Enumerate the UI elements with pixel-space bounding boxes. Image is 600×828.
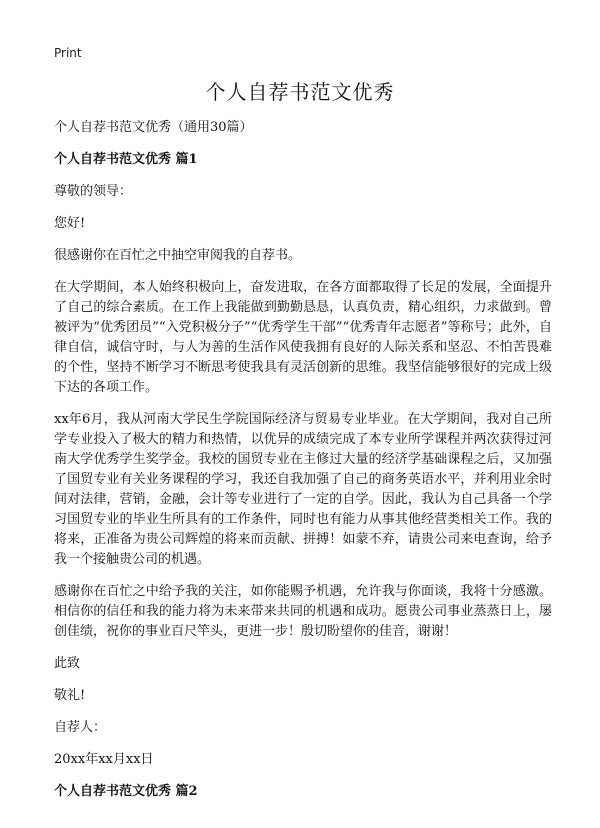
paragraph-2: 在大学期间，本人始终积极向上，奋发进取，在各方面都取得了长足的发展，全面提升了自己的综合素质。在工作上我能做到勤勤恳恳，认真负责，精心组织，力求做到。曾被评为“优秀团员”“入党积极分子”“优秀学生干部”“优秀青年志愿者”等称号；此外，自律自信，诚信守时，与人为善的生活作风使我拥有良好的人际关系和坚忍、不怕苦畏难的个性，坚持不断学习不断思考使我具有灵活创新的思维。我坚信能够很好的完成上级下达的各项工作。 — [54, 280, 552, 395]
closing-line-2: 敬礼! — [54, 688, 86, 703]
paragraph-4: 感谢你在百忙之中给予我的关注，如你能赐予机遇，允许我与你面谈，我将十分感激。相信你的信任和我的能力将为未来带来共同的机遇和成功。愿贵公司事业蒸蒸日上，屡创佳绩，祝你的事业百尺竿头，更进一步！殷切盼望你的佳音，谢谢！ — [54, 584, 552, 639]
page-title: 个人自荐书范文优秀 — [205, 80, 395, 104]
section-heading-1: 个人自荐书范文优秀 篇1 — [54, 152, 198, 167]
signer-line: 自荐人： — [54, 720, 107, 735]
paragraph-1: 很感谢你在百忙之中抽空审阅我的自荐书。 — [54, 248, 302, 263]
print-link[interactable]: Print — [54, 46, 82, 60]
closing-line-1: 此致 — [54, 656, 81, 671]
salutation: 尊敬的领导： — [54, 184, 133, 199]
document-body — [54, 118, 552, 814]
paragraph-3: xx年6月，我从河南大学民生学院国际经济与贸易专业毕业。在大学期间，我对自己所学专业投入了极大的精力和热情，以优异的成绩完成了本专业所学课程并两次获得过河南大学优秀学生奖学金。我校的国贸专业在主修过大量的经济学基础课程之后，又加强了国贸专业有关业务课程的学习，我还自我加强了自己的商务英语水平，并利用业余时间对法律，营销，金融，会计等专业进行了一定的自学。因此，我认为自己具备一个学习国贸专业的毕业生所具有的工作条件，同时也有能力从事其他经营类相关工作。我的将来，正准备为贵公司辉煌的将来而贡献、拼搏！如蒙不弃，请贵公司来电查询，给予我一个接触贵公司的机遇。 — [54, 412, 552, 567]
document-subtitle: 个人自荐书范文优秀（通用30篇） — [54, 120, 253, 135]
date-line: 20xx年xx月xx日 — [54, 752, 154, 767]
greeting: 您好! — [54, 216, 86, 231]
section-heading-2: 个人自荐书范文优秀 篇2 — [54, 784, 198, 799]
